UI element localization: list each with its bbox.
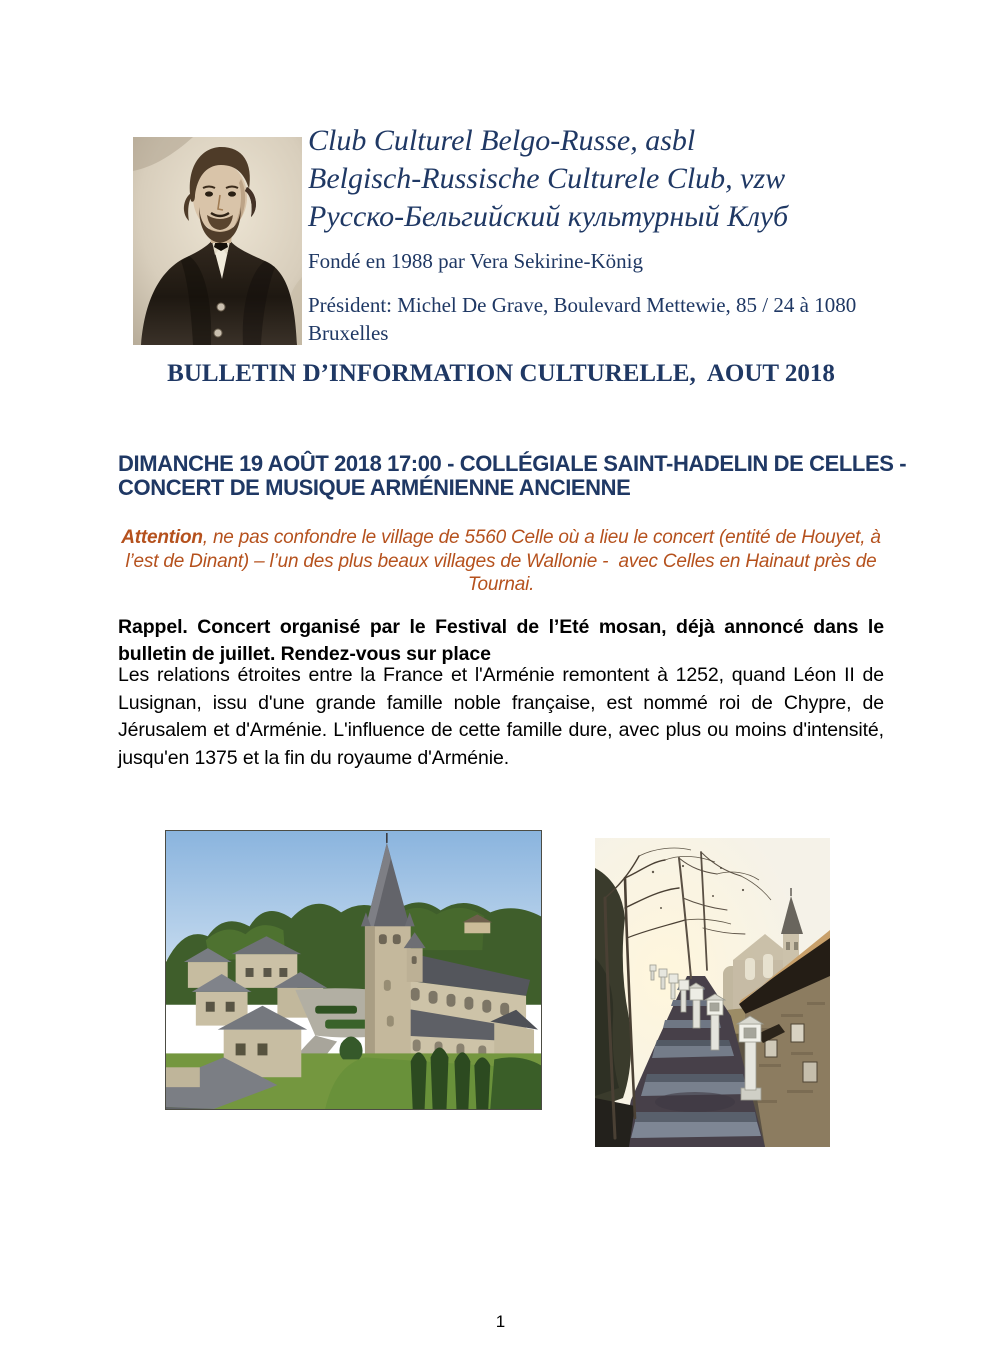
- stairway-illustration: [595, 838, 830, 1147]
- village-photo: [165, 830, 542, 1110]
- org-name-ru: Русско-Бельгийский культурный Клуб: [308, 200, 789, 233]
- bulletin-title: BULLETIN D’INFORMATION CULTURELLE, AOUT 2018: [167, 360, 835, 387]
- masthead: [308, 122, 888, 347]
- founder-portrait-photo: [133, 137, 302, 345]
- president-line: Président: Michel De Grave, Boulevard Mettewie, 85 / 24 à 1080 Bruxelles: [308, 293, 857, 345]
- portrait-illustration: [133, 137, 302, 345]
- village-illustration: [166, 831, 541, 1109]
- attention-lead: Attention: [121, 527, 203, 548]
- rappel-paragraph: Rappel. Concert organisé par le Festival de l’Eté mosan, déjà annoncé dans le bulletin de juillet. Rendez-vous sur place: [118, 616, 884, 665]
- attention-note: [118, 526, 884, 597]
- org-name-fr: Club Culturel Belgo-Russe, asbl: [308, 124, 696, 157]
- org-name-nl: Belgisch-Russische Culturele Club, vzw: [308, 162, 786, 195]
- page-number: 1: [495, 1312, 506, 1331]
- attention-rest: , ne pas confondre le village de 5560 Celle où a lieu le concert (entité de Houyet, à l’est de Dinant) – l’un des plus beaux villages de Wallonie - avec Celles en Hainaut près de Tournai.: [125, 527, 886, 595]
- history-paragraph: Les relations étroites entre la France et l'Arménie remontent à 1252, quand Léon II de Lusignan, issu d'une grande famille noble française, est nommé roi de Chypre, de Jérusalem et d'Arménie. L'influence de cette famille dure, avec plus ou moins d'intensité, jusqu'en 1375 et la fin du royaume d'Arménie.: [118, 664, 884, 769]
- founded-line: Fondé en 1988 par Vera Sekirine-König: [308, 249, 643, 273]
- stairway-photo: [595, 838, 830, 1147]
- event-heading: DIMANCHE 19 AOÛT 2018 17:00 - COLLÉGIALE SAINT-HADELIN DE CELLES - CONCERT DE MUSIQUE ARMÉNIENNE ANCIENNE: [118, 451, 907, 500]
